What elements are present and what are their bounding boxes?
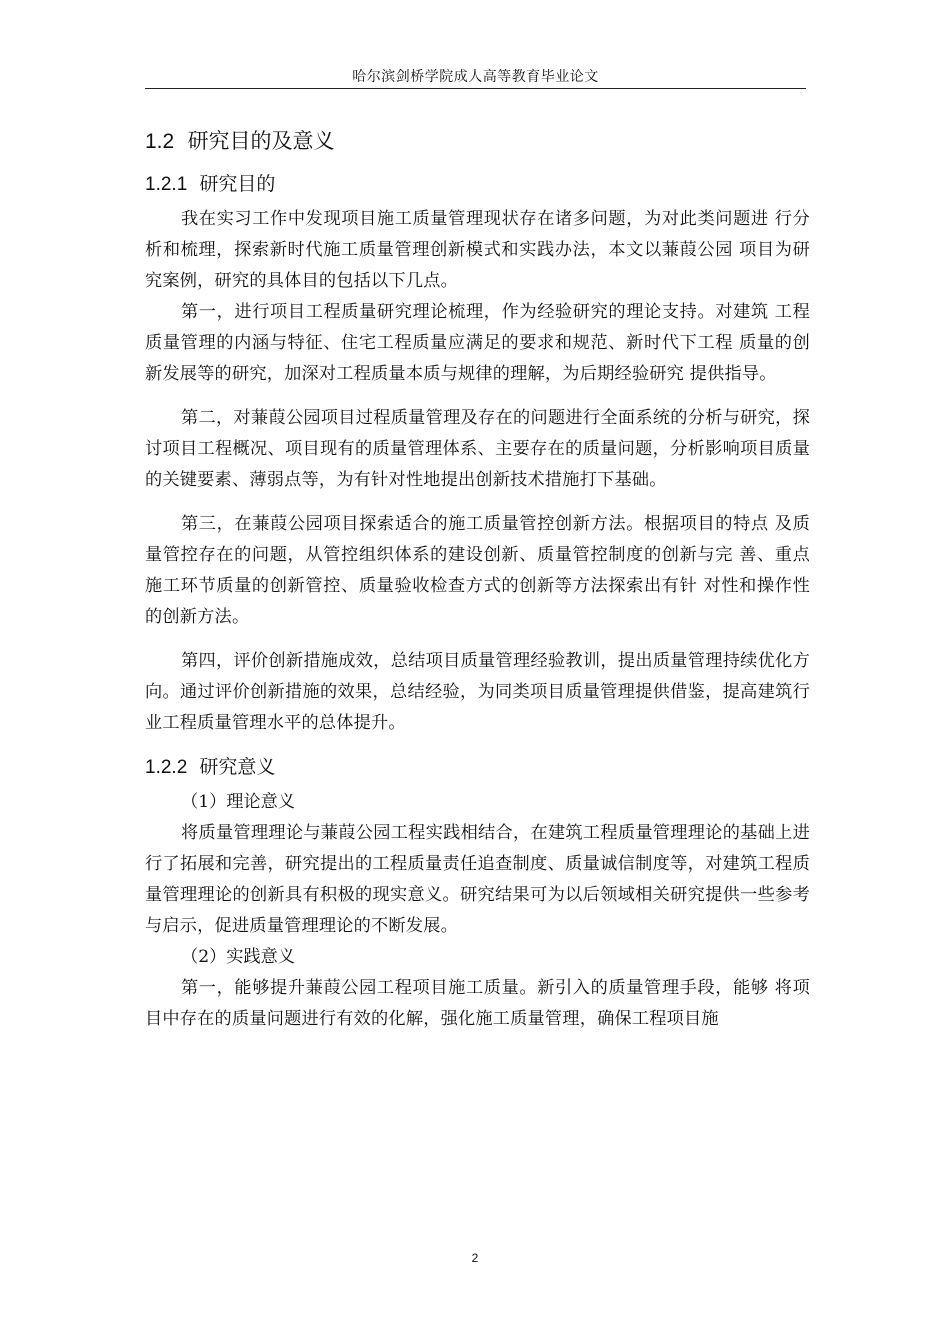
page-body [145, 124, 810, 1035]
paragraph-theory-significance: 将质量管理理论与蒹葭公园工程实践相结合，在建筑工程质量管理理论的基础上进行了拓展和完善，研究提出的工程质量责任追查制度、质量诚信制度等，对建筑工程质量管理理论的创新具有积极的现实意义。研究结果可为以后领域相关研究提供一些参考与启示，促进质量管理理论的不断发展。 [145, 823, 810, 936]
subsection-title: 研究意义 [199, 756, 276, 778]
subsection-title: 研究目的 [199, 173, 276, 195]
section-title: 研究目的及意义 [187, 129, 335, 153]
subsection-heading-research-purpose [145, 169, 810, 200]
paragraph-purpose-first: 第一，进行项目工程质量研究理论梳理，作为经验研究的理论支持。对建筑 工程质量管理的内涵与特征、住宅工程质量应满足的要求和规范、新时代下工程 质量的创新发展等的研究，加深对工程质量本质与规律的理解，为后期经验研究 提供指导。 [145, 302, 810, 384]
section-heading [145, 124, 810, 159]
paragraph-purpose-fourth: 第四，评价创新措施成效，总结项目质量管理经验教训，提出质量管理持续优化方向。通过评价创新措施的效果，总结经验，为同类项目质量管理提供借鉴，提高建筑行业工程质量管理水平的总体提升。 [145, 651, 810, 733]
paragraph-purpose-intro: 我在实习工作中发现项目施工质量管理现状存在诸多问题，为对此类问题进 行分析和梳理，探索新时代施工质量管理创新模式和实践办法，本文以蒹葭公园 项目为研究案例，研究的具体目的包括以下几点。 [145, 209, 810, 291]
page-number: 2 [471, 1251, 479, 1265]
paragraph-purpose-second: 第二，对蒹葭公园项目过程质量管理及存在的问题进行全面系统的分析与研究，探讨项目工程概况、项目现有的质量管理体系、主要存在的质量问题，分析影响项目质量的关键要素、薄弱点等，为有针对性地提出创新技术措施打下基础。 [145, 408, 810, 490]
subsection-heading-research-significance [145, 752, 810, 783]
running-header: 哈尔滨剑桥学院成人高等教育毕业论文 [352, 69, 599, 85]
section-number: 1.2 [145, 130, 175, 153]
theory-significance-heading: （1）理论意义 [181, 792, 296, 812]
paragraph-practice-significance: 第一，能够提升蒹葭公园工程项目施工质量。新引入的质量管理手段，能够 将项目中存在的质量问题进行有效的化解，强化施工质量管理，确保工程项目施 [145, 978, 810, 1029]
practice-significance-heading: （2）实践意义 [181, 947, 296, 967]
subsection-number: 1.2.1 [145, 174, 188, 195]
header-rule [145, 88, 806, 89]
paragraph-purpose-third: 第三，在蒹葭公园项目探索适合的施工质量管控创新方法。根据项目的特点 及质量管控存在的问题，从管控组织体系的建设创新、质量管控制度的创新与完 善、重点施工环节质量的创新管控、质量验收检查方式的创新等方法探索出有针 对性和操作性的创新方法。 [145, 514, 810, 627]
subsection-number: 1.2.2 [145, 757, 188, 778]
